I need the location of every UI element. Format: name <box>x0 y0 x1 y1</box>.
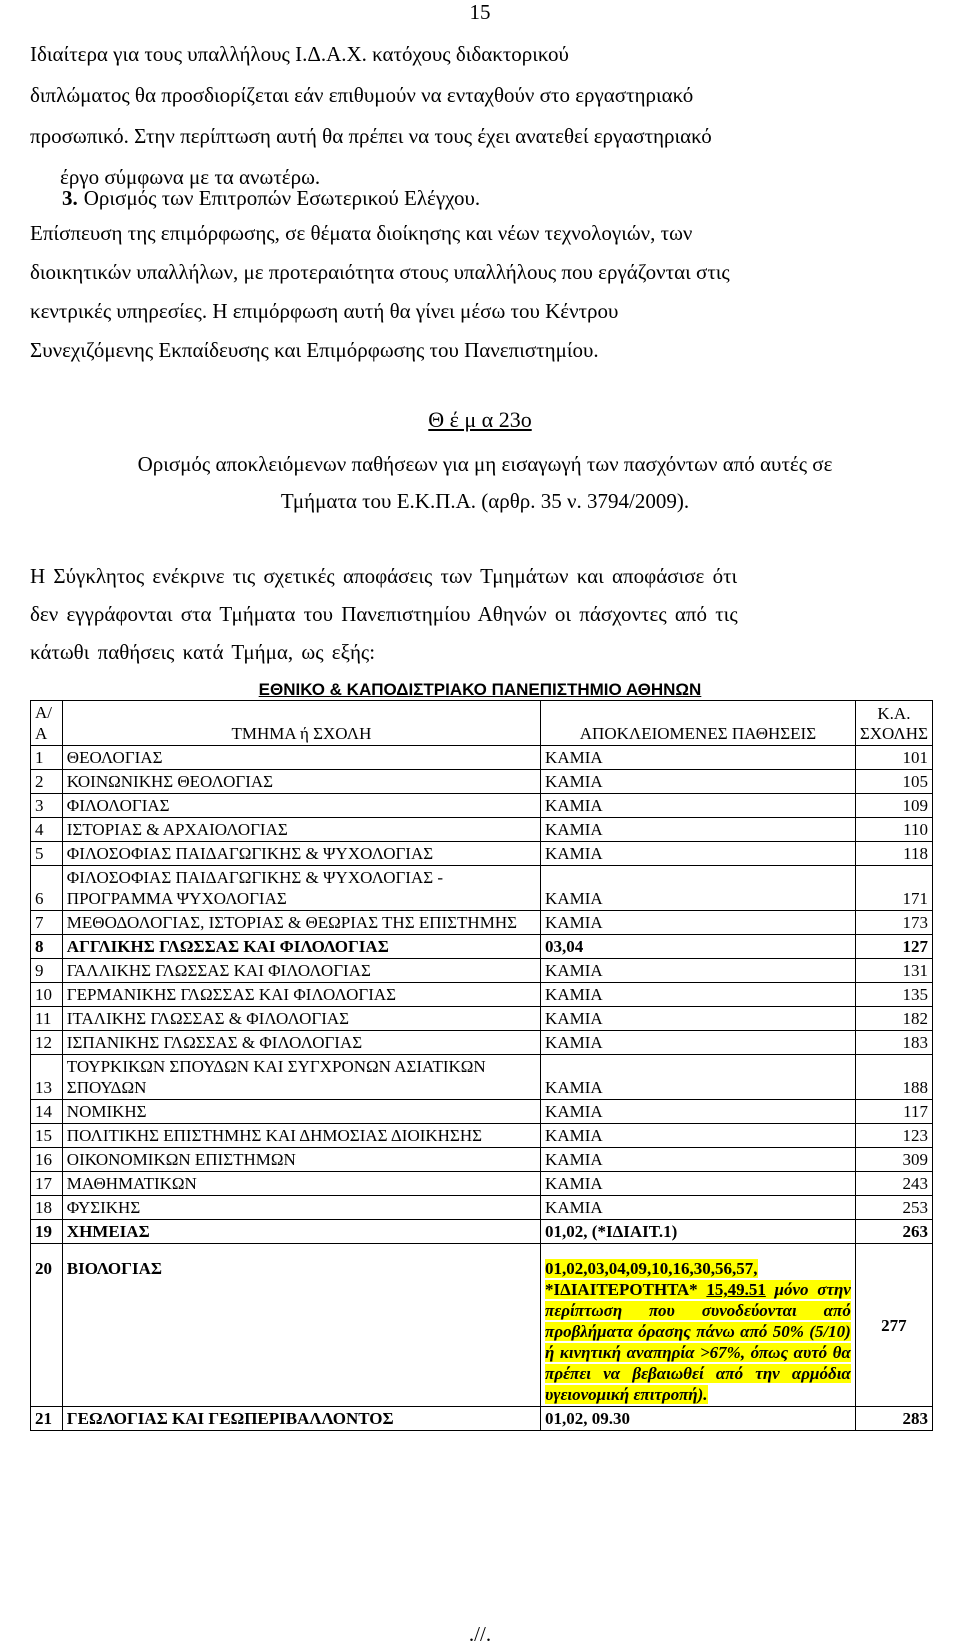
special-note: μόνο στην περίπτωση που συνοδεύονται από προβλήματα όρασης πάνω από 50% (5/10) ή κινητική αναπηρία >67%, όπως αυτό θα πρέπει να βεβαιωθεί από την αρμόδια υγειονομική επιτροπή). <box>545 1280 851 1404</box>
row-excluded: ΚΑΜΙΑ <box>541 911 856 935</box>
row-excluded: ΚΑΜΙΑ <box>541 1031 856 1055</box>
row-number: 1 <box>31 746 63 770</box>
row-excluded <box>541 1244 856 1407</box>
table-row <box>31 1148 933 1172</box>
row-code: 123 <box>855 1124 932 1148</box>
row-excluded: 01,02, 09.30 <box>541 1407 856 1431</box>
row-department: ΠΟΛΙΤΙΚΗΣ ΕΠΙΣΤΗΜΗΣ ΚΑΙ ΔΗΜΟΣΙΑΣ ΔΙΟΙΚΗΣΗΣ <box>62 1124 540 1148</box>
row-code: 110 <box>855 818 932 842</box>
row-number: 16 <box>31 1148 63 1172</box>
row-excluded: ΚΑΜΙΑ <box>541 1055 856 1100</box>
table-row <box>31 911 933 935</box>
training-paragraph: Επίσπευση της επιμόρφωσης, σε θέματα διοίκησης και νέων τεχνολογιών, των διοικητικών υπαλλήλων, με προτεραιότητα στους υπαλλήλους που εργάζονται στις κεντρικές υπηρεσίες. Η επιμόρφωση αυτή θα γίνει μέσω του Κέντρου Συνεχιζόμενης Εκπαίδευσης και Επιμόρφωσης του Πανεπιστημίου. <box>30 221 730 362</box>
row-code: 263 <box>855 1220 932 1244</box>
row-excluded: ΚΑΜΙΑ <box>541 1124 856 1148</box>
row-excluded: ΚΑΜΙΑ <box>541 746 856 770</box>
row-number: 2 <box>31 770 63 794</box>
row-code: 182 <box>855 1007 932 1031</box>
row-code: 131 <box>855 959 932 983</box>
row-department: ΜΑΘΗΜΑΤΙΚΩΝ <box>62 1172 540 1196</box>
row-excluded: ΚΑΜΙΑ <box>541 866 856 911</box>
row-number: 19 <box>31 1220 63 1244</box>
row-department: ΤΟΥΡΚΙΚΩΝ ΣΠΟΥΔΩΝ ΚΑΙ ΣΥΓΧΡΟΝΩΝ ΑΣΙΑΤΙΚΩΝ ΣΠΟΥΔΩΝ <box>62 1055 540 1100</box>
row-department: ΦΙΛΟΛΟΓΙΑΣ <box>62 794 540 818</box>
footer-mark: .//. <box>468 1622 492 1646</box>
header-code: Κ.Α. ΣΧΟΛΗΣ <box>855 701 932 746</box>
row-number: 15 <box>31 1124 63 1148</box>
row-number: 7 <box>31 911 63 935</box>
row-number: 11 <box>31 1007 63 1031</box>
row-department: ΙΣΤΟΡΙΑΣ & ΑΡΧΑΙΟΛΟΓΙΑΣ <box>62 818 540 842</box>
row-code: 101 <box>855 746 932 770</box>
row-number: 12 <box>31 1031 63 1055</box>
row-number: 6 <box>31 866 63 911</box>
row-number: 4 <box>31 818 63 842</box>
table-row <box>31 1220 933 1244</box>
table-row <box>31 1196 933 1220</box>
row-code: 173 <box>855 911 932 935</box>
row-number: 13 <box>31 1055 63 1100</box>
table-row <box>31 770 933 794</box>
table-row <box>31 1124 933 1148</box>
row-code: 171 <box>855 866 932 911</box>
row-number: 10 <box>31 983 63 1007</box>
table-row <box>31 794 933 818</box>
row-department: ΦΥΣΙΚΗΣ <box>62 1196 540 1220</box>
special-label: *ΙΔΙΑΙΤΕΡΟΤΗΤΑ* <box>545 1280 698 1299</box>
row-number: 21 <box>31 1407 63 1431</box>
table-row <box>31 818 933 842</box>
table-row <box>31 842 933 866</box>
row-code: 309 <box>855 1148 932 1172</box>
table-row <box>31 983 933 1007</box>
table-row <box>31 1100 933 1124</box>
row-number: 18 <box>31 1196 63 1220</box>
row-department: ΧΗΜΕΙΑΣ <box>62 1220 540 1244</box>
row-excluded: ΚΑΜΙΑ <box>541 1100 856 1124</box>
header-department: ΤΜΗΜΑ ή ΣΧΟΛΗ <box>62 701 540 746</box>
row-number: 8 <box>31 935 63 959</box>
table-row <box>31 935 933 959</box>
table-row <box>31 1031 933 1055</box>
row-number: 9 <box>31 959 63 983</box>
table-header-row <box>31 701 933 746</box>
header-aa: Α/Α <box>31 701 63 746</box>
exclusions-table <box>30 700 933 1431</box>
row-department: ΑΓΓΛΙΚΗΣ ΓΛΩΣΣΑΣ ΚΑΙ ΦΙΛΟΛΟΓΙΑΣ <box>62 935 540 959</box>
row-excluded: ΚΑΜΙΑ <box>541 1172 856 1196</box>
row-excluded: ΚΑΜΙΑ <box>541 842 856 866</box>
row-code: 188 <box>855 1055 932 1100</box>
table-row <box>31 1172 933 1196</box>
row-code: 109 <box>855 794 932 818</box>
special-codes: 15,49.51 <box>706 1280 766 1299</box>
page-number: 15 <box>469 0 491 24</box>
row-excluded: ΚΑΜΙΑ <box>541 1196 856 1220</box>
row-excluded: ΚΑΜΙΑ <box>541 1007 856 1031</box>
row-code: 183 <box>855 1031 932 1055</box>
senate-paragraph: Η Σύγκλητος ενέκρινε τις σχετικές αποφάσεις των Τμημάτων και αποφάσισε ότι δεν εγγράφονται στα Τμήματα του Πανεπιστημίου Αθηνών οι πάσχοντες από τις κάτωθι παθήσεις κατά Τμήμα, ως εξής: <box>30 564 738 664</box>
row-department: ΓΕΩΛΟΓΙΑΣ ΚΑΙ ΓΕΩΠΕΡΙΒΑΛΛΟΝΤΟΣ <box>62 1407 540 1431</box>
row-excluded: 01,02, (*ΙΔΙΑΙΤ.1) <box>541 1220 856 1244</box>
row-code: 243 <box>855 1172 932 1196</box>
row-department: ΓΕΡΜΑΝΙΚΗΣ ΓΛΩΣΣΑΣ ΚΑΙ ΦΙΛΟΛΟΓΙΑΣ <box>62 983 540 1007</box>
row-department: ΚΟΙΝΩΝΙΚΗΣ ΘΕΟΛΟΓΙΑΣ <box>62 770 540 794</box>
table-row <box>31 1055 933 1100</box>
row-department: ΝΟΜΙΚΗΣ <box>62 1100 540 1124</box>
row-department: ΘΕΟΛΟΓΙΑΣ <box>62 746 540 770</box>
table-row-biology <box>31 1244 933 1407</box>
row-code: 127 <box>855 935 932 959</box>
row-code: 135 <box>855 983 932 1007</box>
excluded-codes: 01,02,03,04,09,10,16,30,56,57, <box>545 1259 758 1278</box>
row-code: 105 <box>855 770 932 794</box>
row-number: 17 <box>31 1172 63 1196</box>
intro-paragraph: Ιδιαίτερα για τους υπαλλήλους Ι.Δ.Α.Χ. κατόχους διδακτορικού διπλώματος θα προσδιορίζεται εάν επιθυμούν να ενταχθούν στο εργαστηριακό προσωπικό. Στην περίπτωση αυτή θα πρέπει να τους έχει ανατεθεί εργαστηριακό έργο σύμφωνα με τα ανωτέρω. <box>30 42 712 189</box>
row-excluded: 03,04 <box>541 935 856 959</box>
row-excluded: ΚΑΜΙΑ <box>541 959 856 983</box>
row-department: ΒΙΟΛΟΓΙΑΣ <box>62 1244 540 1407</box>
row-department: ΙΣΠΑΝΙΚΗΣ ΓΛΩΣΣΑΣ & ΦΙΛΟΛΟΓΙΑΣ <box>62 1031 540 1055</box>
row-code: 253 <box>855 1196 932 1220</box>
row-department: ΦΙΛΟΣΟΦΙΑΣ ΠΑΙΔΑΓΩΓΙΚΗΣ & ΨΥΧΟΛΟΓΙΑΣ - ΠΡΟΓΡΑΜΜΑ ΨΥΧΟΛΟΓΙΑΣ <box>62 866 540 911</box>
row-number: 14 <box>31 1100 63 1124</box>
row-excluded: ΚΑΜΙΑ <box>541 983 856 1007</box>
row-department: ΟΙΚΟΝΟΜΙΚΩΝ ΕΠΙΣΤΗΜΩΝ <box>62 1148 540 1172</box>
row-code: 117 <box>855 1100 932 1124</box>
section-3-heading: 3. Ορισμός των Επιτροπών Εσωτερικού Ελέγχου. <box>62 186 481 210</box>
topic-description: Ορισμός αποκλειόμενων παθήσεων για μη εισαγωγή των πασχόντων από αυτές σε Τμήματα του Ε.Κ.Π.Α. (αρθρ. 35 ν. 3794/2009). <box>137 452 833 513</box>
row-excluded: ΚΑΜΙΑ <box>541 818 856 842</box>
row-department: ΙΤΑΛΙΚΗΣ ΓΛΩΣΣΑΣ & ΦΙΛΟΛΟΓΙΑΣ <box>62 1007 540 1031</box>
row-excluded: ΚΑΜΙΑ <box>541 794 856 818</box>
row-department: ΓΑΛΛΙΚΗΣ ΓΛΩΣΣΑΣ ΚΑΙ ΦΙΛΟΛΟΓΙΑΣ <box>62 959 540 983</box>
table-row <box>31 959 933 983</box>
table-row <box>31 746 933 770</box>
row-excluded: ΚΑΜΙΑ <box>541 770 856 794</box>
table-row <box>31 1007 933 1031</box>
row-code: 118 <box>855 842 932 866</box>
row-number: 20 <box>31 1244 63 1407</box>
row-code: 277 <box>855 1244 932 1407</box>
university-title: ΕΘΝΙΚΟ & ΚΑΠΟΔΙΣΤΡΙΑΚΟ ΠΑΝΕΠΙΣΤΗΜΙΟ ΑΘΗΝΩΝ <box>258 680 702 699</box>
row-department: ΦΙΛΟΣΟΦΙΑΣ ΠΑΙΔΑΓΩΓΙΚΗΣ & ΨΥΧΟΛΟΓΙΑΣ <box>62 842 540 866</box>
header-excluded: ΑΠΟΚΛΕΙΟΜΕΝΕΣ ΠΑΘΗΣΕΙΣ <box>541 701 856 746</box>
table-body <box>31 746 933 1431</box>
row-excluded: ΚΑΜΙΑ <box>541 1148 856 1172</box>
row-number: 3 <box>31 794 63 818</box>
table-row <box>31 1407 933 1431</box>
topic-title: Θ έ μ α 23ο <box>428 407 532 432</box>
row-department: ΜΕΘΟΔΟΛΟΓΙΑΣ, ΙΣΤΟΡΙΑΣ & ΘΕΩΡΙΑΣ ΤΗΣ ΕΠΙΣΤΗΜΗΣ <box>62 911 540 935</box>
table-row <box>31 866 933 911</box>
row-code: 283 <box>855 1407 932 1431</box>
row-number: 5 <box>31 842 63 866</box>
